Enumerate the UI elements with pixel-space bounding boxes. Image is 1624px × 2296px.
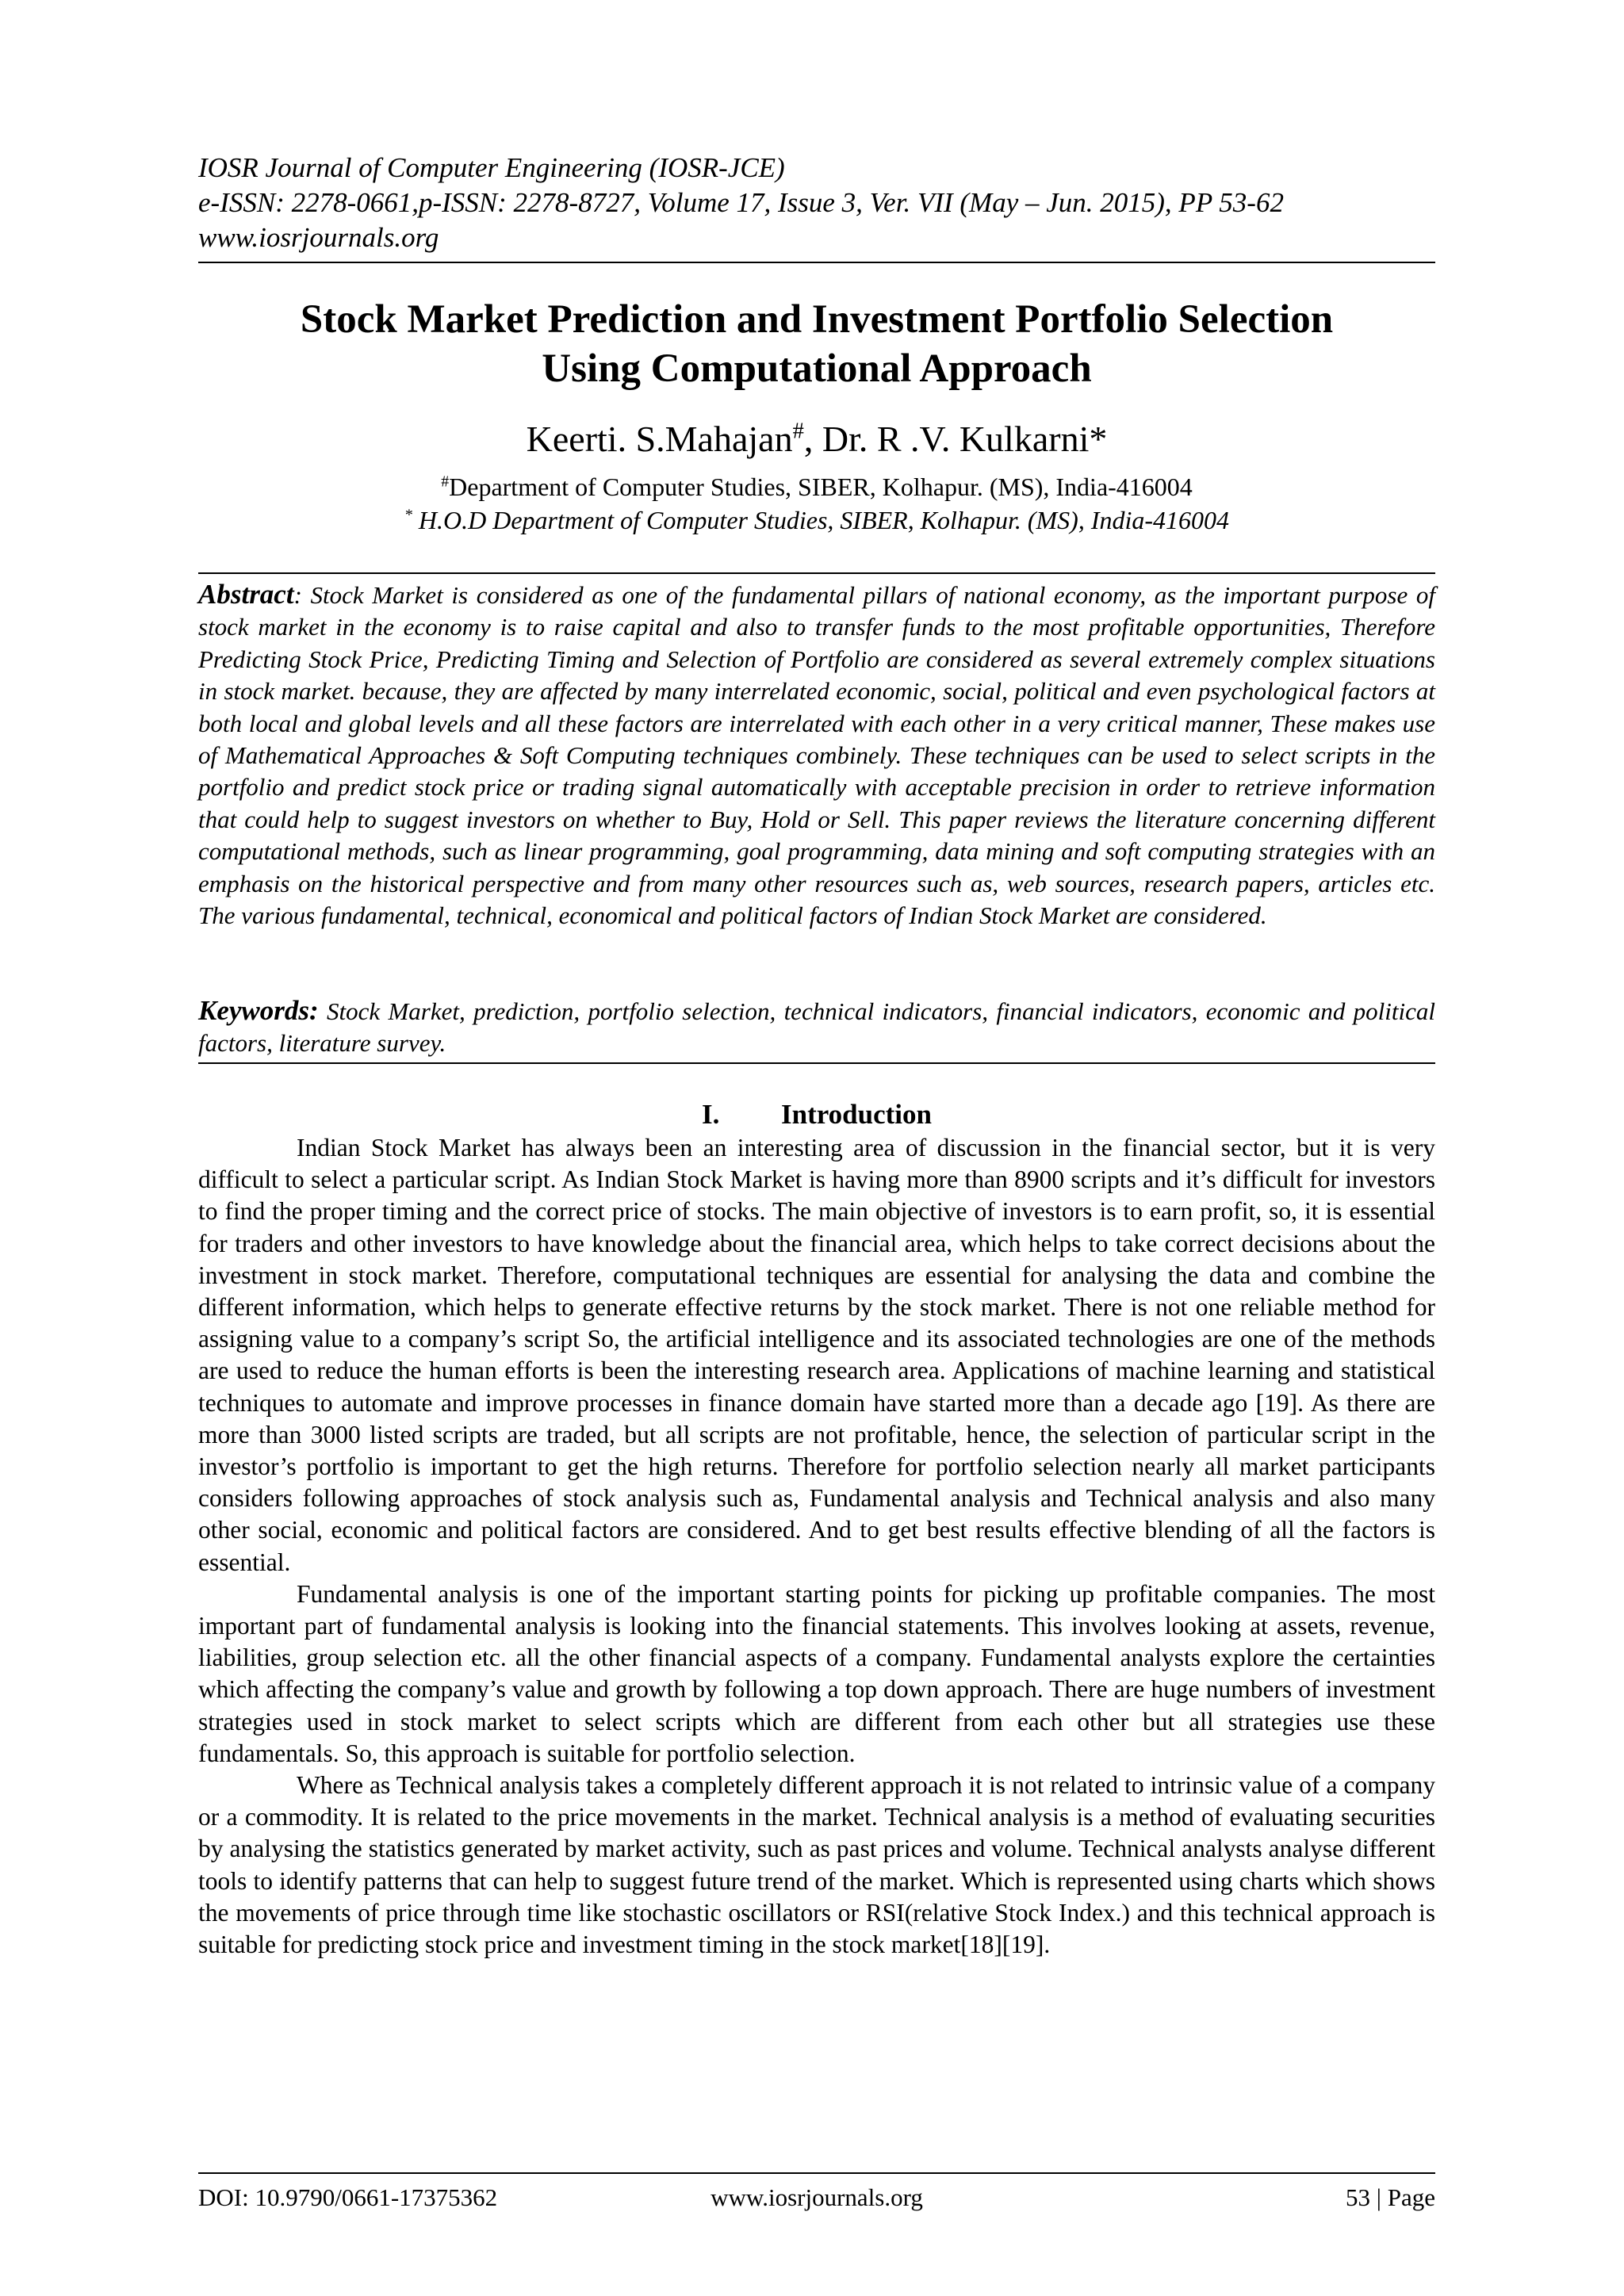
footer-rule: [198, 2172, 1435, 2174]
paragraph: Indian Stock Market has always been an interesting area of discussion in the financial sector, but it is very difficult to select a particular script. As Indian Stock Market is having more than 8900 scripts and it’s difficult for investors to find the proper timing and the correct price of stocks. The main objective of investors is to earn profit, so, it is essential for traders and other investors to have knowledge about the financial area, which helps to take correct decisions about the investment in stock market. Therefore, computational techniques are essential for analysing the data and combine the different information, which helps to generate effective returns by the stock market. There is not one reliable method for assigning value to a company’s script So, the artificial intelligence and its associated technologies are one of the methods are used to reduce the human efforts is been the interesting research area. Applications of machine learning and statistical techniques to automate and improve processes in finance domain have started more than a decade ago [19]. As there are more than 3000 listed scripts are traded, but all scripts are not profitable, hence, the selection of particular script in the investor’s portfolio is important to get the high returns. Therefore for portfolio selection nearly all market participants considers following approaches of stock analysis such as, Fundamental analysis and Technical analysis and also many other social, economic and political factors are considered. And to get best results effective blending of all the factors is essential.: [198, 1134, 1435, 1576]
author-1: Keerti. S.Mahajan: [526, 419, 793, 459]
title-line-2: Using Computational Approach: [542, 346, 1092, 391]
keywords: [198, 995, 1435, 1059]
journal-website: www.iosrjournals.org: [198, 222, 439, 253]
title-line-1: Stock Market Prediction and Investment Portfolio Selection: [300, 297, 1334, 342]
author-1-mark: #: [792, 419, 804, 444]
author-2: Dr. R .V. Kulkarni*: [822, 419, 1108, 459]
paper-page: [198, 0, 1435, 2296]
abstract-text: : Stock Market is considered as one of the fundamental pillars of national economy, as the important purpose of stock market in the economy is to raise capital and also to transfer funds to the most profitable opportunities, Therefore Predicting Stock Price, Predicting Timing and Selection of Portfolio are considered as several extremely complex situations in stock market. because, they are affected by many interrelated economic, social, political and even psychological factors at both local and global levels and all these factors are interrelated with each other in a very critical manner, These makes use of Mathematical Approaches & Soft Computing techniques combinely. These techniques can be used to select scripts in the portfolio and predict stock price or trading signal automatically with acceptable precision in order to retrieve information that could help to suggest investors on whether to Buy, Hold or Sell. This paper reviews the literature concerning different computational methods, such as linear programming, goal programming, data mining and soft computing strategies with an emphasis on the historical perspective and from many other resources such as, web sources, research papers, articles etc. The various fundamental, technical, economical and political factors of Indian Stock Market are considered.: [198, 581, 1435, 930]
section-heading: [198, 1097, 1435, 1132]
issn-line: e-ISSN: 2278-0661,p-ISSN: 2278-8727, Volume 17, Issue 3, Ver. VII (May – Jun. 2015), PP 53-62: [198, 187, 1284, 218]
footer-website: www.iosrjournals.org: [710, 2183, 923, 2211]
section-title: Introduction: [781, 1099, 932, 1130]
affiliation-1-mark: #: [441, 473, 450, 491]
affiliation-2-mark: *: [404, 506, 412, 524]
affiliation-2-text: H.O.D Department of Computer Studies, SIBER, Kolhapur. (MS), India-416004: [412, 506, 1230, 534]
abstract-label: Abstract: [198, 579, 294, 610]
author-list: [198, 417, 1435, 461]
paragraph: Where as Technical analysis takes a completely different approach it is not related to intrinsic value of a company or a commodity. It is related to the price movements in the market. Technical analysis is a method of evaluating securities by analysing the statistics generated by market activity, such as past prices and volume. Technical analysts analyse different tools to identify patterns that can help to suggest future trend of the market. Which is represented using charts which shows the movements of price through time like stochastic oscillators or RSI(relative Stock Index.) and this technical approach is suitable for predicting stock price and investment timing in the stock market[18][19].: [198, 1771, 1435, 1959]
paragraph: Fundamental analysis is one of the important starting points for picking up profitable companies. The most important part of fundamental analysis is looking into the financial statements. This involves looking at assets, revenue, liabilities, group selection etc. all the other financial aspects of a company. Fundamental analysts explore the certainties which affecting the company’s value and growth by following a top down approach. There are huge numbers of investment strategies used in stock market to select scripts which are different from each other but all strategies use these fundamentals. So, this approach is suitable for portfolio selection.: [198, 1579, 1435, 1767]
author-separator: ,: [803, 419, 822, 459]
body-text: [198, 1132, 1435, 1961]
journal-header: [198, 151, 1435, 255]
header-rule: [198, 262, 1435, 263]
journal-name: IOSR Journal of Computer Engineering (IOSR-JCE): [198, 152, 785, 183]
affiliation-2: [198, 504, 1435, 536]
abstract-top-rule: [198, 572, 1435, 574]
section-number: I.: [702, 1099, 720, 1130]
footer-page-number: 53 | Page: [1346, 2183, 1435, 2211]
keywords-text: Stock Market, prediction, portfolio selection, technical indicators, financial indicators, economic and political factors, literature survey.: [198, 997, 1435, 1057]
page-footer: [198, 2180, 1435, 2215]
affiliation-1-text: Department of Computer Studies, SIBER, Kolhapur. (MS), India-416004: [449, 473, 1193, 501]
abstract: [198, 579, 1435, 932]
footer-doi: DOI: 10.9790/0661-17375362: [198, 2183, 498, 2211]
paper-title: [198, 295, 1435, 393]
keywords-label: Keywords:: [198, 995, 319, 1026]
affiliation-1: [198, 471, 1435, 503]
keywords-bottom-rule: [198, 1062, 1435, 1064]
